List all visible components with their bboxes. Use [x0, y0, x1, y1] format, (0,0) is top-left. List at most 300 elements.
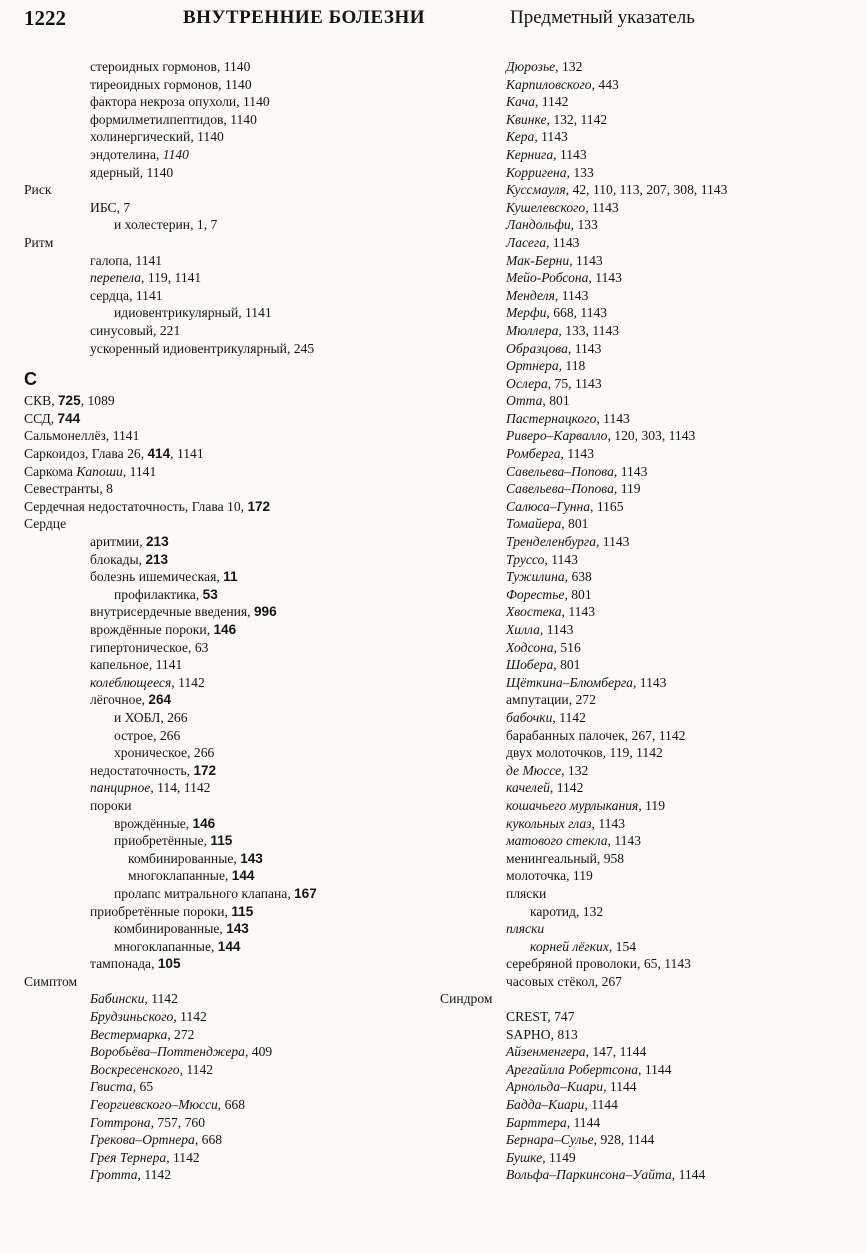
entry-separator: , — [554, 287, 562, 303]
entry-term: холинергический — [90, 129, 191, 145]
entry-pages: 154 — [615, 938, 637, 954]
entry-term: болезнь ишемическая — [90, 569, 217, 585]
index-entry — [440, 287, 860, 305]
entry-term: корней лёгких — [530, 938, 609, 954]
entry-separator: , — [244, 1044, 252, 1060]
index-entry — [440, 463, 860, 481]
entry-term: Томайера — [506, 516, 562, 532]
entry-pages: 1144 — [644, 1061, 672, 1077]
entry-term: Сердечная недостаточность, Глава 10 — [24, 498, 241, 514]
entry-separator: , — [139, 534, 146, 550]
entry-term: Кушелевского — [506, 199, 586, 215]
entry-separator: , — [613, 481, 621, 497]
entry-pages: 266 — [167, 709, 188, 725]
index-entry — [24, 815, 444, 833]
index-entry — [440, 656, 860, 674]
entry-pages-bold: 146 — [192, 815, 216, 831]
entry-term: SAPHO — [506, 1026, 551, 1042]
entry-separator: , — [185, 815, 193, 831]
entry-term: кукольных глаз — [506, 815, 592, 831]
entry-term: колеблющееся — [90, 674, 172, 690]
index-entry — [24, 392, 444, 410]
entry-pages: 1142 — [556, 780, 584, 796]
entry-term: Бадда–Киари — [506, 1097, 585, 1113]
entry-pages: 801 — [571, 586, 592, 602]
index-entry — [440, 586, 860, 604]
index-entry — [24, 832, 444, 850]
index-entry — [24, 234, 444, 252]
entry-term: Труссо — [506, 551, 545, 567]
entry-separator: , — [187, 745, 194, 761]
entry-term: Кача — [506, 94, 535, 110]
index-entry — [440, 1149, 860, 1167]
entry-separator: , — [607, 833, 615, 849]
entry-pages-bold: 213 — [145, 551, 169, 567]
entry-pages-bold: 143 — [240, 850, 263, 866]
entry-term: Бернара–Сулье — [506, 1132, 594, 1148]
entry-separator: , — [637, 956, 644, 972]
entry-term: Бушке — [506, 1149, 543, 1165]
index-entry — [440, 709, 860, 727]
index-entry — [24, 181, 444, 199]
entry-term: внутрисердечные введения — [90, 604, 248, 620]
index-entry — [24, 1149, 444, 1167]
entry-term: тампонада — [90, 956, 152, 972]
entry-separator: , — [575, 903, 583, 919]
entry-separator: , — [141, 270, 148, 286]
entry-pages: , 1141 — [170, 446, 204, 462]
entry-pages: 1140 — [223, 59, 251, 74]
index-entry — [24, 93, 444, 111]
index-entry — [24, 252, 444, 270]
entry-separator: , — [596, 850, 604, 866]
entry-pages: 668, 1143 — [553, 305, 608, 321]
entry-term: Барттера — [506, 1114, 567, 1130]
entry-pages: 63 — [194, 639, 209, 655]
index-entry — [440, 58, 860, 76]
entry-term: Образцова — [506, 340, 568, 356]
entry-pages: 119, 1141 — [147, 270, 202, 286]
index-entry — [440, 1166, 860, 1184]
entry-pages: 119 — [645, 797, 666, 813]
entry-separator: , — [553, 639, 561, 655]
index-entry — [440, 832, 860, 850]
index-entry — [24, 990, 444, 1008]
entry-separator: , — [233, 850, 241, 866]
entry-pages: 747 — [554, 1009, 575, 1025]
entry-separator: , — [216, 569, 224, 585]
entry-separator: , — [544, 551, 552, 567]
entry-term: ускоренный идиовентрикулярный — [90, 340, 287, 356]
entry-term: ИБС — [90, 199, 117, 215]
entry-pages: 1143 — [598, 815, 625, 831]
entry-pages: 132 — [561, 59, 583, 74]
entry-separator: , — [99, 481, 107, 497]
entry-term: Мейо-Робсона — [506, 270, 589, 286]
entry-pages: 801 — [568, 516, 589, 532]
entry-term: Кернига — [506, 146, 554, 162]
entry-pages: 638 — [571, 569, 592, 585]
entry-separator: , — [632, 674, 640, 690]
index-entry — [440, 1061, 860, 1079]
index-entry — [440, 146, 860, 164]
entry-pages: 1, 7 — [196, 217, 218, 233]
entry-pages: 801 — [549, 393, 570, 409]
entry-pages: 133 — [573, 164, 594, 180]
index-entry — [440, 427, 860, 445]
index-entry — [24, 111, 444, 129]
page-header — [0, 4, 866, 30]
entry-pages: 1143 — [603, 410, 630, 426]
entry-separator: , — [638, 1061, 645, 1077]
entry-pages: 119 — [572, 868, 593, 884]
entry-term: стероидных гормонов — [90, 59, 217, 74]
entry-term: комбинированные — [114, 921, 220, 937]
entry-pages: 1142 — [559, 709, 586, 725]
entry-separator: , — [539, 622, 547, 637]
entry-term: каротид — [530, 903, 576, 919]
entry-term: лёгочное — [90, 692, 142, 708]
index-entry — [440, 885, 860, 903]
entry-separator: , — [613, 463, 621, 479]
index-entry — [440, 674, 860, 692]
entry-separator: , — [286, 340, 294, 356]
index-entry — [24, 762, 444, 780]
index-entry — [440, 1114, 860, 1132]
entry-separator: , — [190, 217, 197, 233]
entry-pages: 958 — [603, 850, 625, 866]
entry-pages: 928, 1144 — [600, 1132, 655, 1148]
index-entry — [440, 691, 860, 709]
entry-separator: , — [50, 410, 58, 426]
entry-separator: , — [608, 938, 616, 954]
entry-pages: 1143 — [576, 252, 603, 268]
entry-term: часовых стёкол — [506, 973, 595, 989]
entry-separator: , — [550, 1026, 558, 1042]
entry-term: молоточка — [506, 868, 567, 884]
index-entry — [24, 445, 444, 463]
index-entry — [24, 779, 444, 797]
entry-pages: 1140 — [162, 146, 189, 162]
entry-pages-bold: 11 — [223, 569, 238, 585]
entry-separator: , — [547, 1009, 555, 1025]
entry-pages-bold: 115 — [210, 833, 233, 849]
index-entry — [440, 1131, 860, 1149]
entry-term: приобретённые пороки — [90, 903, 225, 919]
entry-pages-bold: 105 — [157, 956, 181, 972]
index-entry — [24, 850, 444, 868]
entry-pages: 75, 1143 — [554, 375, 602, 391]
entry-term: Гротта — [90, 1167, 138, 1183]
index-entry — [440, 445, 860, 463]
entry-term: Симптом — [24, 973, 78, 989]
entry-separator: , — [219, 921, 227, 937]
entry-term: капельное — [90, 657, 149, 673]
entry-separator: , — [203, 833, 211, 849]
entry-separator: , — [596, 534, 603, 550]
entry-separator: , — [565, 182, 573, 198]
index-entry — [24, 498, 444, 516]
index-entry — [24, 463, 444, 481]
index-entry — [24, 304, 444, 322]
entry-pages-bold: 213 — [146, 534, 169, 550]
entry-separator: , — [140, 446, 148, 462]
entry-separator: , — [561, 604, 569, 620]
index-entry — [24, 903, 444, 921]
entry-pages: 1165 — [596, 498, 624, 514]
entry-separator: , — [151, 956, 158, 972]
entry-separator: , — [569, 252, 576, 268]
entry-pages-bold: 115 — [231, 903, 254, 919]
entry-term: и холестерин — [114, 217, 191, 233]
entry-term: Воробьёва–Поттенджера — [90, 1044, 245, 1060]
entry-pages: 1140 — [230, 111, 257, 127]
entry-separator: , — [547, 375, 555, 391]
entry-pages: 1143 — [568, 604, 596, 620]
entry-pages: 1141 — [135, 252, 163, 268]
entry-term: Хвостека — [506, 604, 562, 620]
entry-pages-bold: 143 — [226, 921, 249, 937]
index-entry — [440, 903, 860, 921]
entry-separator: , — [179, 1061, 187, 1077]
entry-separator: , — [210, 938, 218, 954]
entry-term: формилметилпептидов — [90, 111, 224, 127]
index-entry — [24, 973, 444, 991]
entry-separator: , — [671, 1167, 679, 1183]
entry-term: Ландольфи — [506, 217, 571, 233]
entry-pages-bold: 146 — [213, 622, 237, 637]
index-entry — [440, 551, 860, 569]
entry-term: Корригена — [506, 164, 567, 180]
entry-separator: , — [624, 727, 632, 743]
entry-pages-bold: 996 — [253, 604, 277, 620]
entry-separator: , — [150, 780, 158, 796]
entry-separator: , — [560, 446, 568, 462]
entry-pages: 1143 — [546, 622, 574, 637]
entry-pages: 245 — [293, 340, 315, 356]
index-entry — [24, 515, 444, 533]
entry-separator: , — [173, 1009, 181, 1025]
index-entry — [24, 1008, 444, 1026]
index-entry — [440, 1026, 860, 1044]
entry-separator: , — [287, 885, 295, 901]
entry-term: Ослера — [506, 375, 548, 391]
section-letter: С — [24, 369, 37, 390]
entry-separator: , — [153, 322, 160, 338]
entry-term: Ласега — [506, 234, 546, 250]
entry-pages: 813 — [557, 1026, 578, 1042]
entry-term: Грея Тернера — [90, 1149, 167, 1165]
entry-term: менингеальный — [506, 850, 597, 866]
index-entry — [440, 181, 860, 199]
entry-term: профилактика — [114, 586, 196, 602]
entry-separator: , — [224, 903, 232, 919]
index-entry — [24, 128, 444, 146]
entry-term: Мерфи — [506, 305, 547, 321]
index-entry — [440, 990, 860, 1008]
entry-pages-bold: 414 — [147, 446, 171, 462]
entry-term: Шобера — [506, 657, 554, 673]
entry-term: Ортнера — [506, 358, 559, 374]
entry-pages-bold: 744 — [57, 410, 81, 426]
index-entry — [24, 76, 444, 94]
entry-pages: 1143 — [574, 340, 602, 356]
entry-pages: 65 — [139, 1079, 154, 1095]
entry-separator: , — [607, 428, 615, 444]
entry-pages: 1144 — [573, 1114, 601, 1130]
index-entry — [440, 164, 860, 182]
index-entry — [440, 392, 860, 410]
index-entry — [24, 1114, 444, 1132]
entry-separator: , — [534, 129, 542, 145]
entry-pages: 801 — [560, 657, 581, 673]
entry-separator: , — [141, 692, 149, 708]
entry-term: Дюрозье — [506, 59, 556, 74]
entry-pages: 1141 — [112, 428, 140, 444]
entry-separator: , — [194, 1132, 202, 1148]
entry-pages: 133 — [577, 217, 598, 233]
entry-separator: , — [155, 146, 163, 162]
entry-separator: , — [590, 498, 597, 514]
entry-separator: , — [570, 217, 578, 233]
entry-pages-bold: 53 — [202, 586, 218, 602]
entry-term: серебряной проволоки — [506, 956, 638, 972]
entry-separator: , — [144, 991, 152, 1007]
entry-term: тиреоидных гормонов — [90, 76, 219, 92]
index-entry — [440, 76, 860, 94]
entry-separator: , — [188, 639, 195, 655]
entry-separator: , — [171, 674, 179, 690]
entry-pages: 133, 1143 — [565, 322, 620, 338]
entry-separator: , — [584, 1097, 592, 1113]
entry-pages: 1144 — [609, 1079, 637, 1095]
entry-pages: 1144 — [678, 1167, 706, 1183]
entry-term: эндотелина — [90, 146, 156, 162]
entry-term: пляски — [506, 885, 547, 901]
entry-pages: 7 — [123, 199, 131, 215]
entry-term: Хилла — [506, 622, 540, 637]
entry-term: Отта — [506, 393, 543, 409]
entry-pages: 1142 — [151, 991, 178, 1007]
entry-term: качелей — [506, 780, 550, 796]
index-entry — [24, 410, 444, 428]
entry-pages-bold: 725 — [58, 393, 81, 409]
entry-pages: 1143 — [592, 199, 619, 215]
index-entry — [440, 850, 860, 868]
entry-term: Георгиевского–Мюсси — [90, 1097, 218, 1113]
entry-pages-bold: 172 — [193, 762, 217, 778]
entry-term: блокады — [90, 551, 139, 567]
entry-separator: , — [206, 622, 214, 637]
entry-term: пляски — [506, 921, 545, 937]
entry-pages: 1140 — [197, 129, 224, 145]
entry-pages: 8 — [106, 481, 113, 497]
index-entry — [24, 287, 444, 305]
entry-separator: , — [585, 199, 593, 215]
index-entry — [24, 955, 444, 973]
entry-separator: , — [150, 1114, 158, 1130]
entry-pages-bold: 172 — [247, 498, 271, 514]
entry-term: ССД — [24, 410, 51, 426]
index-entry — [440, 867, 860, 885]
entry-term: и ХОБЛ — [114, 709, 161, 725]
entry-pages: 1143 — [602, 534, 630, 550]
entry-separator: , — [553, 146, 560, 162]
entry-term: Саркома — [24, 463, 73, 479]
entry-separator: , — [566, 868, 573, 884]
entry-term: Готтрона — [90, 1114, 151, 1130]
entry-pages: 272 — [174, 1026, 195, 1042]
entry-term: Квинке — [506, 111, 547, 127]
index-entry — [24, 744, 444, 762]
entry-term: Куссмауля — [506, 182, 566, 198]
entry-separator: , — [216, 59, 224, 74]
entry-term: острое — [114, 727, 154, 743]
entry-pages: 1141 — [135, 287, 163, 303]
index-entry — [440, 779, 860, 797]
index-entry — [24, 603, 444, 621]
entry-pages: 1143 — [639, 674, 667, 690]
entry-pages-bold: 144 — [217, 938, 241, 954]
index-entry — [440, 973, 860, 991]
index-entry — [24, 269, 444, 287]
entry-separator: , — [568, 692, 576, 708]
entry-pages: 516 — [560, 639, 581, 655]
entry-term: бабочки — [506, 709, 553, 725]
entry-pages: 42, 110, 113, 207, 308, 1143 — [572, 182, 728, 198]
entry-separator: , — [116, 199, 124, 215]
entry-term: хроническое — [114, 745, 188, 761]
page-number: 1222 — [24, 6, 66, 30]
entry-separator: , — [534, 94, 542, 110]
index-entry — [24, 691, 444, 709]
entry-pages: 1143 — [620, 463, 648, 479]
index-entry — [24, 727, 444, 745]
entry-term: Вольфа–Паркинсона–Уайта — [506, 1167, 672, 1183]
index-entry — [440, 568, 860, 586]
index-entry — [24, 146, 444, 164]
index-entry — [24, 1096, 444, 1114]
entry-separator: , — [566, 1114, 574, 1130]
entry-pages: 1149 — [549, 1149, 576, 1165]
entry-pages: 132 — [567, 762, 589, 778]
entry-pages-bold: 144 — [231, 868, 255, 884]
entry-separator: , — [553, 657, 561, 673]
entry-term: де Мюссе — [506, 762, 562, 778]
entry-term: ампутации — [506, 692, 569, 708]
entry-term: Ритм — [24, 234, 54, 250]
entry-term: Арегайлла Робертсона — [506, 1061, 639, 1077]
entry-separator: , — [591, 815, 599, 831]
entry-pages: 119, 1142 — [609, 745, 663, 761]
index-entry — [24, 709, 444, 727]
index-entry — [24, 639, 444, 657]
entry-separator: , — [195, 586, 203, 602]
entry-term: Менделя — [506, 287, 555, 303]
index-entry — [24, 920, 444, 938]
entry-separator: , — [190, 129, 198, 145]
entry-term: СКВ — [24, 393, 52, 409]
entry-term: Севестранты — [24, 481, 100, 497]
index-entry — [440, 515, 860, 533]
index-entry — [24, 58, 444, 76]
entry-separator: , — [129, 287, 136, 303]
entry-term: ядерный — [90, 164, 140, 180]
index-entry — [440, 1008, 860, 1026]
entry-separator: , — [542, 393, 550, 409]
entry-pages: 1142 — [144, 1167, 172, 1183]
index-entry — [24, 199, 444, 217]
